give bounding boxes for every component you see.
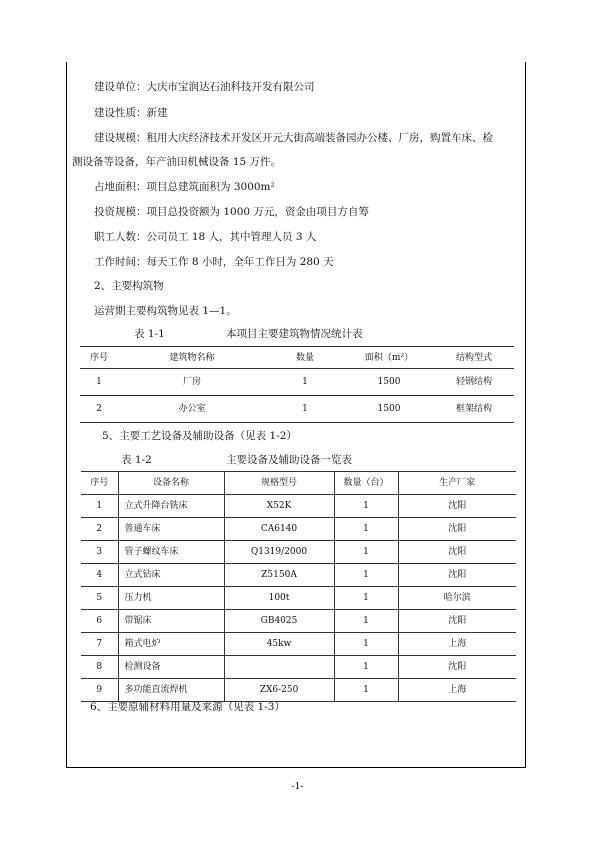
table-header: 面积（m²） [344,347,434,369]
section-2-heading: 2、主要构筑物 [94,280,164,292]
table-row [81,656,516,679]
table-cell: 45kw [224,633,334,656]
table-cell: Q1319/2000 [224,541,334,564]
table-cell: 4 [81,564,118,587]
table-cell: 沈阳 [398,518,516,541]
table-header: 规格型号 [224,472,334,495]
table-header: 建筑物名称 [118,347,266,369]
table-row [80,396,514,423]
table-cell: 2 [80,396,118,423]
table-cell: 办公室 [118,396,266,423]
buildings-table [80,346,514,423]
table-cell: 1 [81,495,118,518]
table-cell: 立式钻床 [118,564,224,587]
table-cell: 沈阳 [398,541,516,564]
table-cell: 1 [334,518,398,541]
table-cell: 厂房 [118,369,266,396]
table-cell: 8 [81,656,118,679]
table-cell: CA6140 [224,518,334,541]
table-cell: 2 [81,518,118,541]
table-header: 数量 [266,347,344,369]
table1-label: 表 1-1 [134,328,165,340]
table-row [81,610,516,633]
table-cell: 上海 [398,679,516,702]
table-cell: 箱式电炉 [118,633,224,656]
table-row [81,518,516,541]
table-cell: 1500 [344,369,434,396]
page-number: -1- [291,782,304,792]
table-cell: 普通车床 [118,518,224,541]
construction-unit: 建设单位：大庆市宝润达石油科技开发有限公司 [94,81,315,93]
section-6-heading: 6、主要原辅材料用量及来源（见表 1-3） [90,701,285,713]
construction-nature: 建设性质：新建 [94,107,168,119]
table-header: 结构型式 [434,347,514,369]
working-hours: 工作时间：每天工作 8 小时，全年工作日为 280 天 [94,256,334,268]
table2-title: 主要设备及辅助设备一览表 [226,454,352,466]
table-cell: Z5150A [224,564,334,587]
table-cell: X52K [224,495,334,518]
table-header: 生产厂家 [398,472,516,495]
table-header: 设备名称 [118,472,224,495]
table-row [81,633,516,656]
table-row [81,564,516,587]
table-cell: 1 [266,369,344,396]
table-cell: 1 [334,564,398,587]
table-cell: 1 [334,495,398,518]
table-cell: 1 [334,610,398,633]
table-row [81,495,516,518]
table-cell: 1 [334,633,398,656]
floor-area: 占地面积：项目总建筑面积为 3000m² [94,181,275,193]
construction-scale-line2: 测设备等设备，年产油田机械设备 15 万件。 [72,156,282,168]
table-cell: 多功能直流焊机 [118,679,224,702]
table-cell: 7 [81,633,118,656]
table-row [81,587,516,610]
table-cell: 9 [81,679,118,702]
table-cell: 轻钢结构 [434,369,514,396]
table-cell: 沈阳 [398,656,516,679]
table-cell: 带锯床 [118,610,224,633]
table-cell [224,656,334,679]
section-5-heading: 5、主要工艺设备及辅助设备（见表 1-2） [102,430,297,442]
table-cell: 沈阳 [398,610,516,633]
table-cell: 1 [334,656,398,679]
table2-label: 表 1-2 [121,454,152,466]
table-cell: 1500 [344,396,434,423]
table-cell: 压力机 [118,587,224,610]
table-cell: 100t [224,587,334,610]
table-cell: 哈尔滨 [398,587,516,610]
table-cell: 立式升降台铣床 [118,495,224,518]
table-cell: 沈阳 [398,564,516,587]
table-cell: ZX6-250 [224,679,334,702]
table-cell: 1 [334,541,398,564]
table-row [81,541,516,564]
table-cell: 上海 [398,633,516,656]
section-2-intro: 运营期主要构筑物见表 1—1。 [94,305,237,317]
table-cell: GB4025 [224,610,334,633]
table-header: 数量（台） [334,472,398,495]
table-cell: 1 [266,396,344,423]
equipment-table [81,471,516,702]
table-cell: 检测设备 [118,656,224,679]
table-header: 序号 [80,347,118,369]
table-cell: 沈阳 [398,495,516,518]
investment-scale: 投资规模：项目总投资额为 1000 万元，资金由项目方自筹 [94,206,369,218]
table-header: 序号 [81,472,118,495]
table-cell: 1 [334,587,398,610]
table-cell: 6 [81,610,118,633]
construction-scale-line1: 建设规模：租用大庆经济技术开发区开元大街高端装备园办公楼、厂房，购置车床、检 [94,132,493,144]
table-cell: 1 [80,369,118,396]
table-header-row [81,472,516,495]
table1-title: 本项目主要建筑物情况统计表 [226,328,363,340]
table-cell: 管子螺纹车床 [118,541,224,564]
table-cell: 3 [81,541,118,564]
table-row [80,369,514,396]
staff-count: 职工人数：公司员工 18 人，其中管理人员 3 人 [94,231,317,243]
table-cell: 5 [81,587,118,610]
table-cell: 框架结构 [434,396,514,423]
table-row [81,679,516,702]
table-cell: 1 [334,679,398,702]
table-header-row [80,347,514,369]
